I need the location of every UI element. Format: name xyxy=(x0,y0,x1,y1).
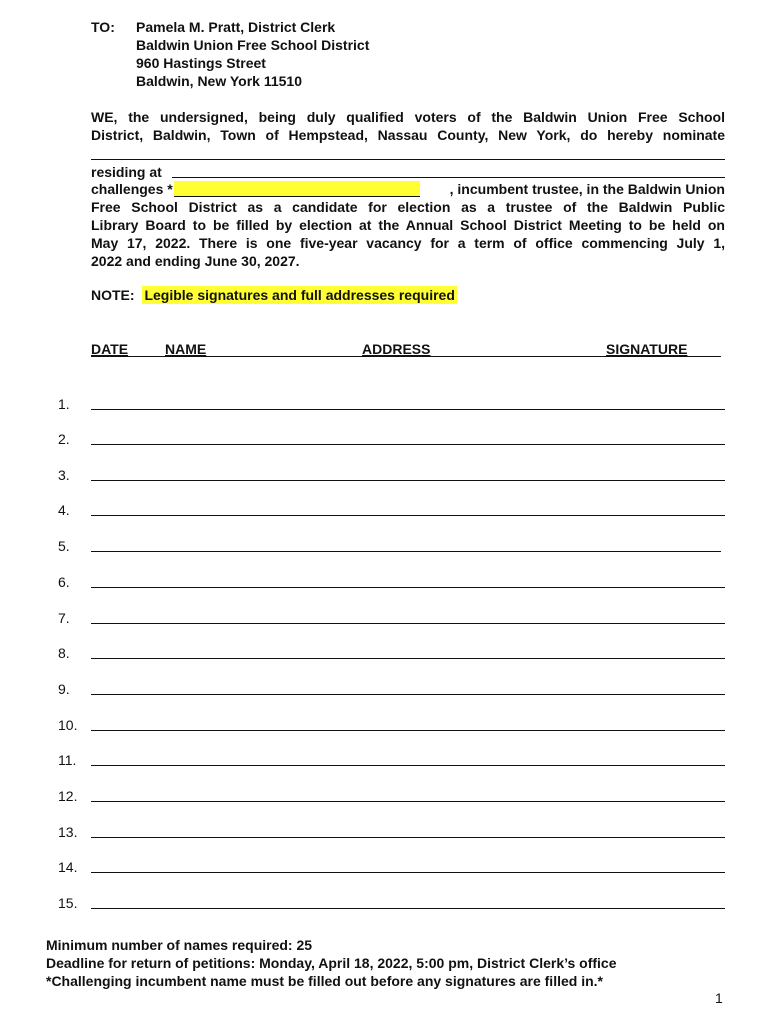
statement-line: District, Baldwin, Town of Hempstead, Nassau County, New York, do hereby nominate xyxy=(91,127,725,143)
signature-row xyxy=(58,894,726,912)
incumbent-name-field[interactable] xyxy=(174,181,420,197)
signature-row xyxy=(58,573,726,591)
row-number: 8. xyxy=(58,645,70,661)
to-label: TO: xyxy=(91,19,115,35)
signature-line[interactable] xyxy=(91,444,725,445)
signature-line[interactable] xyxy=(91,801,725,802)
recipient-line: Pamela M. Pratt, District Clerk xyxy=(136,19,336,35)
row-number: 13. xyxy=(58,824,78,840)
row-number: 14. xyxy=(58,859,78,875)
footer-line: Deadline for return of petitions: Monday, April 18, 2022, 5:00 pm, District Clerk’s office xyxy=(46,955,617,971)
signature-row xyxy=(58,430,726,448)
signature-line[interactable] xyxy=(91,694,725,695)
row-number: 6. xyxy=(58,574,70,590)
signature-line[interactable] xyxy=(91,908,725,909)
note xyxy=(91,286,457,304)
row-number: 5. xyxy=(58,538,70,554)
signature-row xyxy=(58,609,726,627)
challenges-line: Free School District as a candidate for election as a trustee of the Baldwin Public xyxy=(91,199,725,215)
row-number: 9. xyxy=(58,681,70,697)
challenges-row xyxy=(91,180,725,198)
challenges-line: 2022 and ending June 30, 2027. xyxy=(91,253,300,269)
header-underline xyxy=(91,356,721,357)
footer-line: *Challenging incumbent name must be filled out before any signatures are filled in.* xyxy=(46,973,603,989)
signature-row xyxy=(58,716,726,734)
residing-label: residing at xyxy=(91,164,162,180)
challenges-line: Library Board to be filled by election at the Annual School District Meeting to be held on xyxy=(91,217,725,233)
signature-line[interactable] xyxy=(91,480,725,481)
signature-row xyxy=(58,466,726,484)
signature-line[interactable] xyxy=(91,837,725,838)
signature-line[interactable] xyxy=(91,730,725,731)
footer-line: Minimum number of names required: 25 xyxy=(46,937,313,953)
column-signature: SIGNATURE xyxy=(606,341,688,357)
signature-row xyxy=(58,537,726,555)
challenges-suffix: , incumbent trustee, in the Baldwin Union xyxy=(449,181,725,197)
signature-line[interactable] xyxy=(91,623,725,624)
signature-row xyxy=(58,644,726,662)
challenges-line: May 17, 2022. There is one five-year vacancy for a term of office commencing July 1, xyxy=(91,235,725,251)
row-number: 3. xyxy=(58,467,70,483)
recipient-address xyxy=(136,18,369,90)
signature-line[interactable] xyxy=(91,587,725,588)
row-number: 15. xyxy=(58,895,78,911)
row-number: 1. xyxy=(58,396,70,412)
signature-row xyxy=(58,501,726,519)
signature-row xyxy=(58,823,726,841)
residence-field[interactable] xyxy=(172,177,725,178)
row-number: 4. xyxy=(58,502,70,518)
footer-notes xyxy=(46,936,617,990)
signature-row xyxy=(58,787,726,805)
column-headers xyxy=(91,340,725,358)
row-number: 2. xyxy=(58,431,70,447)
column-address: ADDRESS xyxy=(362,341,431,357)
signature-line[interactable] xyxy=(91,409,725,410)
column-date: DATE xyxy=(91,341,129,357)
signature-row xyxy=(58,751,726,769)
signature-line[interactable] xyxy=(91,658,725,659)
row-number: 12. xyxy=(58,788,78,804)
row-number: 10. xyxy=(58,717,78,733)
statement-line: WE, the undersigned, being duly qualified voters of the Baldwin Union Free School xyxy=(91,109,725,125)
challenges-paragraph xyxy=(91,180,725,270)
row-number: 11. xyxy=(58,752,77,768)
note-highlight: Legible signatures and full addresses required xyxy=(144,287,455,303)
nomination-statement xyxy=(91,108,725,144)
recipient-line: 960 Hastings Street xyxy=(136,55,266,71)
recipient-line: Baldwin Union Free School District xyxy=(136,37,370,53)
signature-line[interactable] xyxy=(91,515,725,516)
column-name: NAME xyxy=(165,341,207,357)
signature-line[interactable] xyxy=(91,551,721,552)
challenges-prefix: challenges * xyxy=(91,181,173,197)
signature-row xyxy=(58,858,726,876)
note-label: NOTE: xyxy=(91,287,135,303)
signature-line[interactable] xyxy=(91,765,725,766)
row-number: 7. xyxy=(58,610,70,626)
recipient-line: Baldwin, New York 11510 xyxy=(136,73,303,89)
page-number: 1 xyxy=(715,990,723,1006)
signature-line[interactable] xyxy=(91,872,725,873)
nominee-name-field[interactable] xyxy=(91,159,725,160)
signature-row xyxy=(58,680,726,698)
signature-row xyxy=(58,395,726,413)
